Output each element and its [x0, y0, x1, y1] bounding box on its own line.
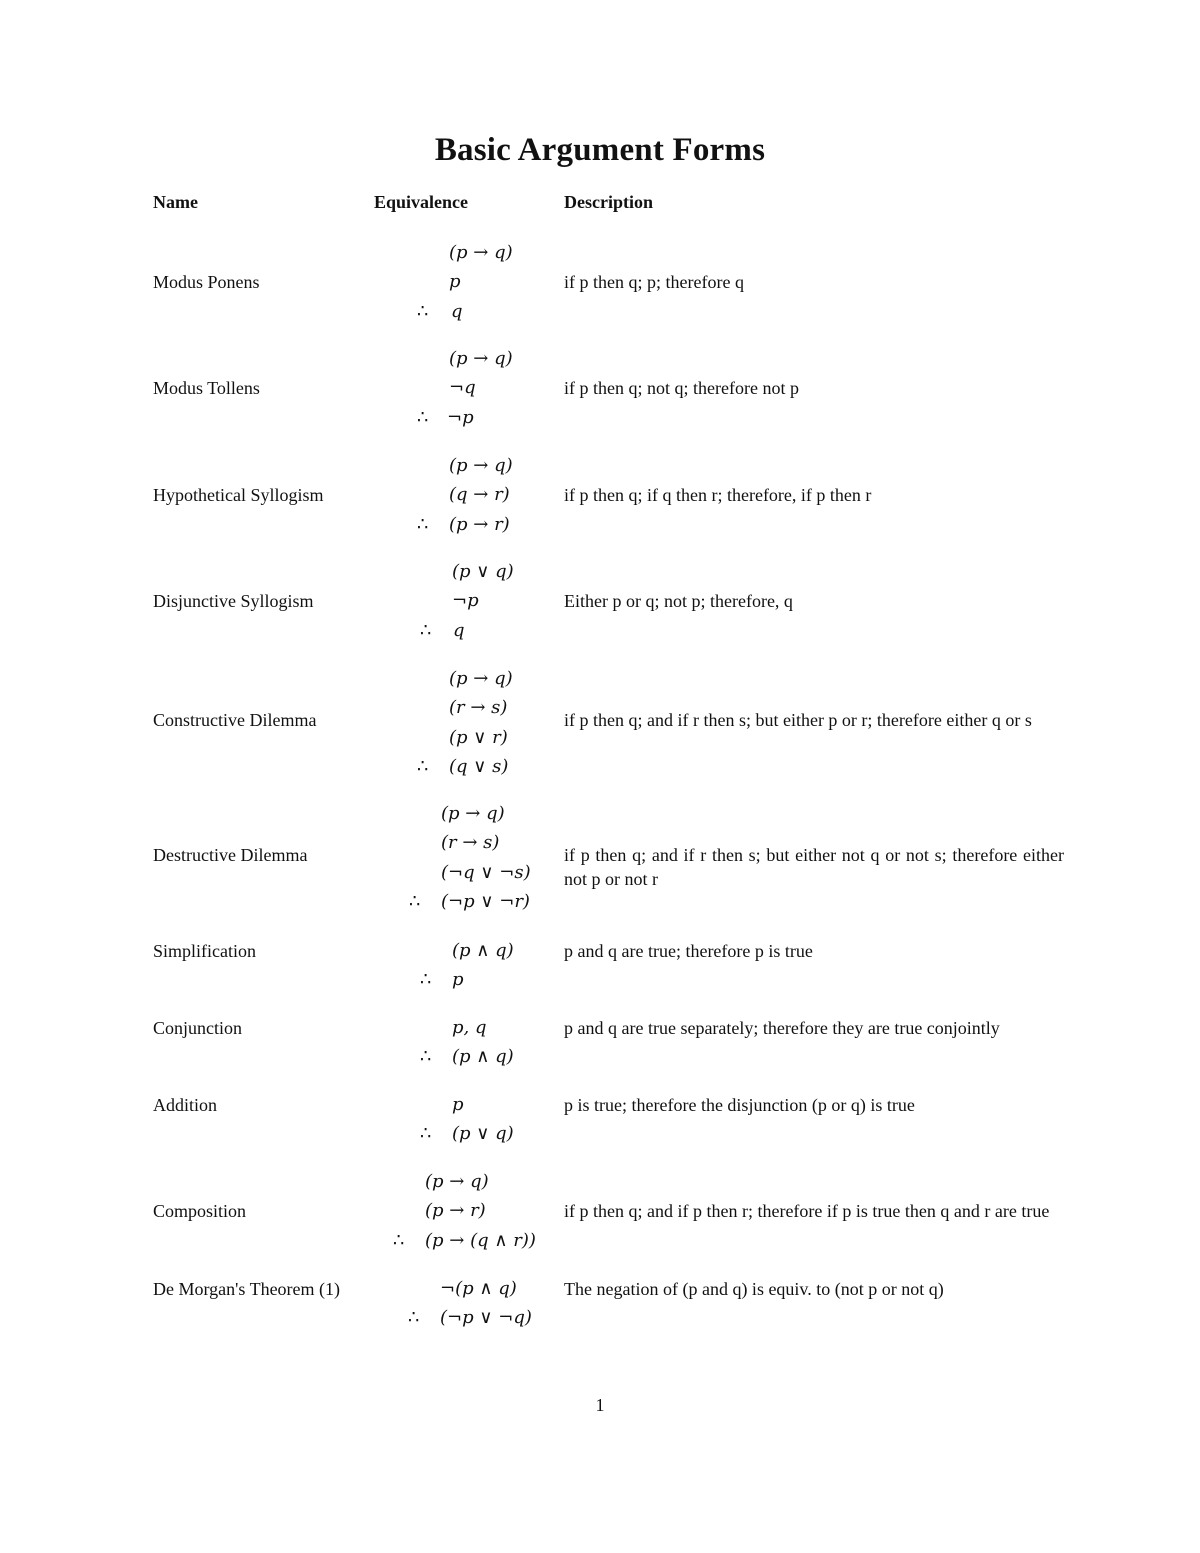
page-title: Basic Argument Forms [434, 132, 766, 168]
header-equivalence: Equivalence [374, 192, 469, 212]
premise: (r → s) [449, 697, 508, 719]
conclusion: (q ∨ s) [449, 755, 509, 777]
therefore-icon: ∴ [408, 1307, 420, 1329]
page-number: 1 [595, 1395, 605, 1415]
therefore-icon: ∴ [409, 890, 421, 912]
premise: (p → q) [449, 455, 513, 476]
conclusion: (p ∨ q) [452, 1123, 514, 1145]
premise: (p → r) [425, 1200, 486, 1222]
premise: (p ∨ r) [449, 726, 508, 748]
argument-description: p and q are true; therefore p is true [564, 941, 813, 961]
argument-name: Modus Ponens [153, 272, 260, 293]
premise: (p → q) [441, 803, 505, 824]
therefore-icon: ∴ [420, 619, 432, 641]
therefore-icon: ∴ [393, 1229, 405, 1251]
conclusion: p [452, 969, 464, 991]
therefore-icon: ∴ [417, 300, 429, 322]
argument-description: p and q are true separately; therefore they are true conjointly [564, 1018, 1000, 1038]
premise: ¬(p ∧ q) [440, 1278, 517, 1299]
premise: p [449, 271, 461, 293]
premise: (q → r) [449, 484, 510, 506]
argument-name: Conjunction [153, 1018, 242, 1038]
conclusion: (p ∧ q) [452, 1046, 514, 1068]
argument-description: p is true; therefore the disjunction (p or q) is true [564, 1095, 915, 1115]
conclusion: (¬p ∨ ¬q) [440, 1307, 532, 1329]
therefore-icon: ∴ [417, 406, 429, 428]
header-name: Name [153, 192, 198, 212]
argument-description: if p then q; if q then r; therefore, if p then r [564, 485, 872, 506]
argument-description: if p then q; and if r then s; but either p or r; therefore either q or s [564, 710, 1032, 731]
argument-name: Addition [153, 1095, 218, 1115]
premise: (p → q) [449, 242, 513, 263]
premise: (p ∨ q) [452, 561, 514, 582]
premise: p, q [452, 1017, 487, 1038]
conclusion: q [453, 619, 465, 641]
argument-description: if p then q; not q; therefore not p [564, 378, 799, 399]
argument-description: if p then q; p; therefore q [564, 272, 744, 293]
therefore-icon: ∴ [420, 1123, 432, 1145]
argument-name: Simplification [153, 941, 256, 961]
conclusion: ¬p [447, 406, 474, 428]
argument-description: if p then q; and if p then r; therefore if p is true then q and r are true [564, 1201, 1050, 1222]
premise: p [452, 1094, 464, 1115]
conclusion: (p → (q ∧ r)) [425, 1229, 536, 1251]
header-description: Description [564, 192, 653, 212]
premise: ¬q [449, 377, 476, 399]
premise: (¬q ∨ ¬s) [441, 861, 531, 883]
premise: (p → q) [425, 1171, 489, 1192]
argument-name: Constructive Dilemma [153, 710, 317, 731]
premise: (p ∧ q) [452, 940, 514, 961]
conclusion: (p → r) [449, 513, 510, 535]
argument-description: Either p or q; not p; therefore, q [564, 591, 793, 612]
therefore-icon: ∴ [417, 755, 429, 777]
argument-name: Hypothetical Syllogism [153, 485, 324, 506]
premise: (p → q) [449, 668, 513, 689]
argument-name: Destructive Dilemma [153, 845, 308, 866]
therefore-icon: ∴ [420, 969, 432, 991]
argument-name: De Morgan's Theorem (1) [153, 1279, 341, 1299]
therefore-icon: ∴ [420, 1046, 432, 1068]
argument-description: if p then q; and if r then s; but either not q or not s; therefore either not p or not r [564, 845, 1064, 890]
argument-name: Disjunctive Syllogism [153, 591, 314, 612]
therefore-icon: ∴ [417, 513, 429, 535]
argument-name: Modus Tollens [153, 378, 260, 399]
premise: (p → q) [449, 348, 513, 369]
argument-description: The negation of (p and q) is equiv. to (not p or not q) [564, 1279, 944, 1299]
argument-name: Composition [153, 1201, 247, 1222]
conclusion: (¬p ∨ ¬r) [441, 890, 530, 912]
premise: ¬p [452, 590, 479, 612]
conclusion: q [451, 300, 463, 322]
premise: (r → s) [441, 832, 500, 854]
